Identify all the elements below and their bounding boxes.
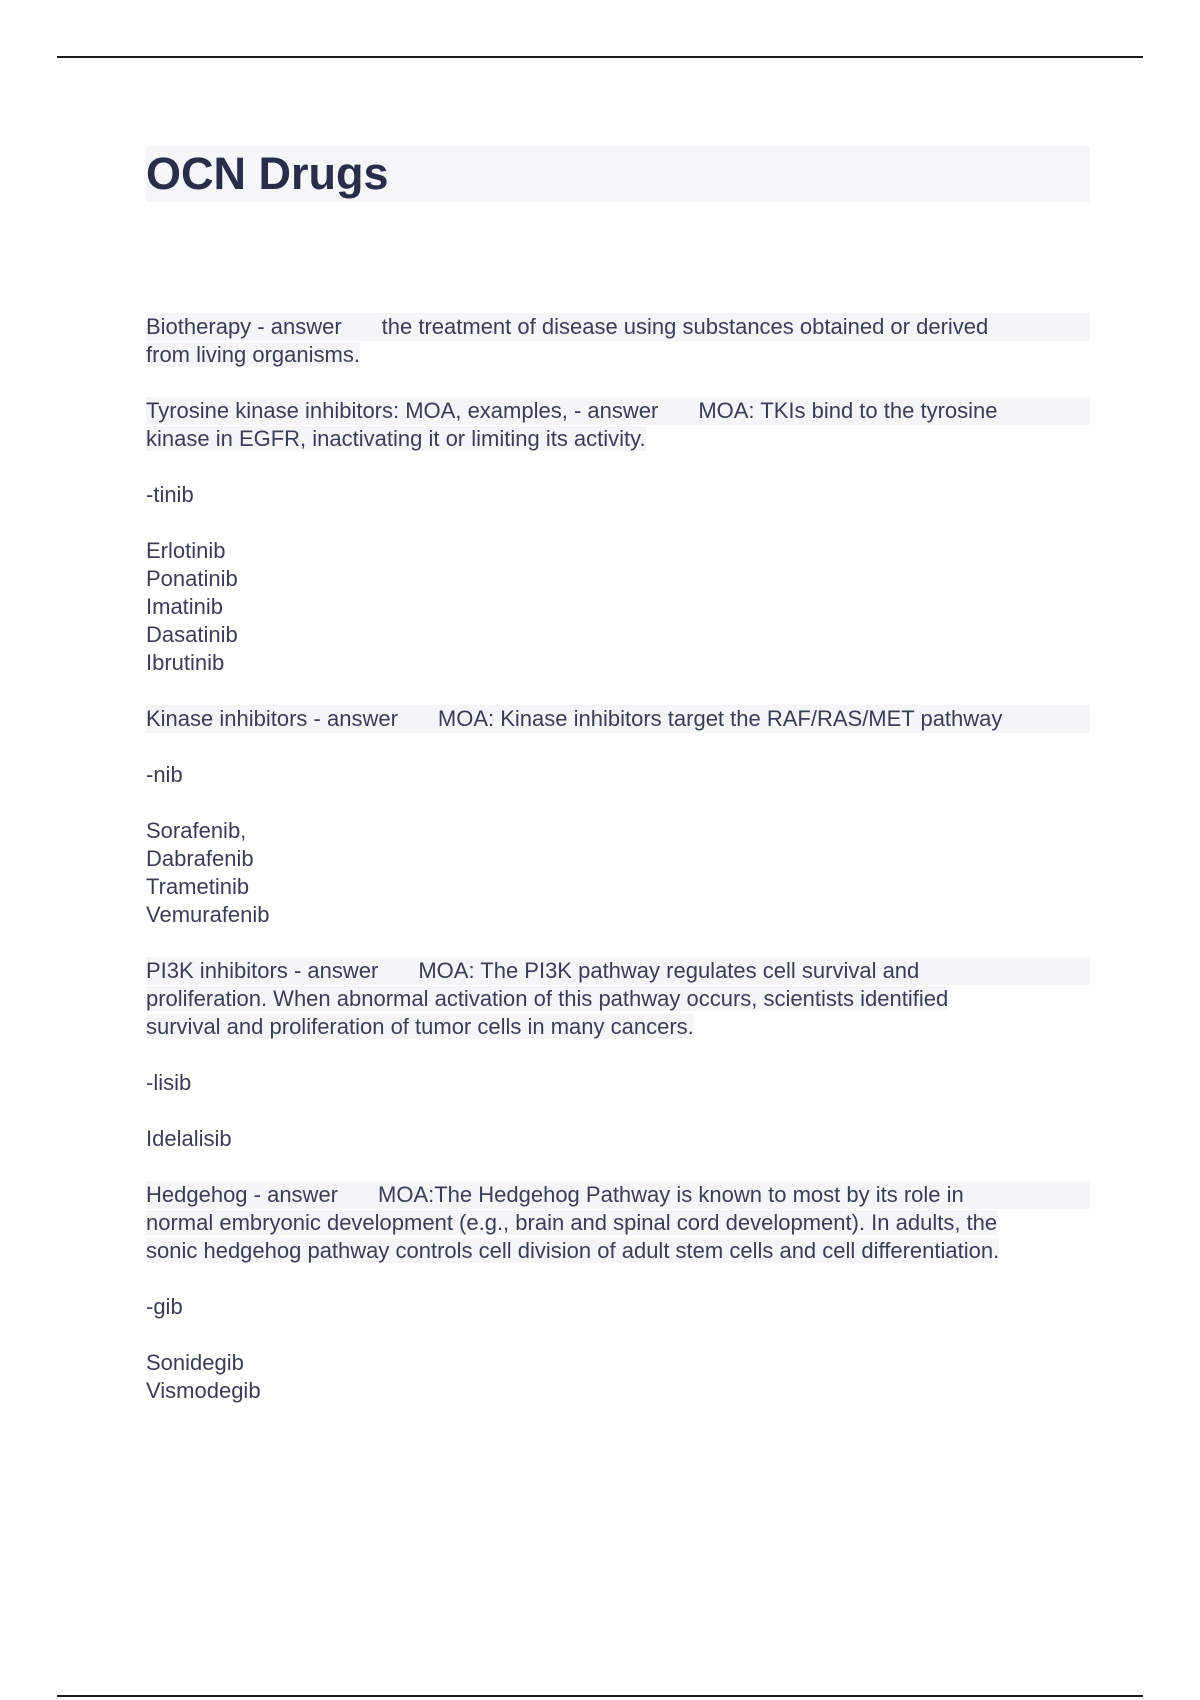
- card-definition-line: [146, 1181, 1090, 1209]
- card-term: Biotherapy - answer: [146, 314, 342, 339]
- drug-list-kinase: [146, 817, 1090, 929]
- card-term: PI3K inhibitors - answer: [146, 958, 379, 983]
- card-answer-line: survival and proliferation of tumor cells in many cancers.: [146, 1014, 694, 1039]
- drug-name: Erlotinib: [146, 538, 226, 563]
- drug-name: Imatinib: [146, 594, 224, 619]
- card-answer-line: from living organisms.: [146, 342, 360, 367]
- drug-name: Ponatinib: [146, 566, 238, 591]
- card-answer-text: MOA:The Hedgehog Pathway is known to most by its role in: [378, 1182, 964, 1207]
- drug-name: Sonidegib: [146, 1350, 244, 1375]
- card-answer-line: normal embryonic development (e.g., brain and spinal cord development). In adults, the: [146, 1210, 998, 1235]
- drug-suffix: -gib: [146, 1294, 183, 1319]
- card-answer-text: the treatment of disease using substances obtained or derived: [381, 314, 989, 339]
- drug-name: Vemurafenib: [146, 902, 270, 927]
- drug-list-pi3k: [146, 1125, 1090, 1153]
- drug-name: Vismodegib: [146, 1378, 261, 1403]
- drug-suffix: -lisib: [146, 1070, 192, 1095]
- card-definition-line: [146, 313, 1090, 341]
- drug-suffix: -tinib: [146, 482, 194, 507]
- drug-name: Dasatinib: [146, 622, 238, 647]
- card-answer-line: proliferation. When abnormal activation of this pathway occurs, scientists identified: [146, 986, 949, 1011]
- card-answer-text: MOA: TKIs bind to the tyrosine: [698, 398, 998, 423]
- bottom-rule: [57, 1695, 1143, 1697]
- flashcard-list: [146, 313, 1090, 1433]
- card-definition-line: [146, 397, 1090, 425]
- card-tyrosine-kinase-inhibitors: [146, 397, 1090, 453]
- drug-name: Sorafenib,: [146, 818, 247, 843]
- card-definition-line: [146, 705, 1090, 733]
- card-answer-line: kinase in EGFR, inactivating it or limiting its activity.: [146, 426, 646, 451]
- card-biotherapy: [146, 313, 1090, 369]
- drug-name: Dabrafenib: [146, 846, 254, 871]
- card-kinase-inhibitors: [146, 705, 1090, 733]
- card-answer-line: sonic hedgehog pathway controls cell division of adult stem cells and cell differentiation.: [146, 1238, 1000, 1263]
- card-term: Tyrosine kinase inhibitors: MOA, examples, - answer: [146, 398, 659, 423]
- card-term: Kinase inhibitors - answer: [146, 706, 398, 731]
- card-term: Hedgehog - answer: [146, 1182, 339, 1207]
- page-title: OCN Drugs: [146, 148, 389, 199]
- drug-name: Ibrutinib: [146, 650, 225, 675]
- card-answer-text: MOA: Kinase inhibitors target the RAF/RAS/MET pathway: [437, 706, 1003, 731]
- drug-name: Idelalisib: [146, 1126, 232, 1151]
- card-answer-text: MOA: The PI3K pathway regulates cell survival and: [418, 958, 920, 983]
- card-definition-line: [146, 957, 1090, 985]
- card-pi3k-inhibitors: [146, 957, 1090, 1041]
- drug-name: Trametinib: [146, 874, 250, 899]
- drug-list-hedgehog: [146, 1349, 1090, 1405]
- drug-list-tki: [146, 537, 1090, 677]
- drug-suffix: -nib: [146, 762, 183, 787]
- card-hedgehog: [146, 1181, 1090, 1265]
- top-rule: [57, 56, 1143, 58]
